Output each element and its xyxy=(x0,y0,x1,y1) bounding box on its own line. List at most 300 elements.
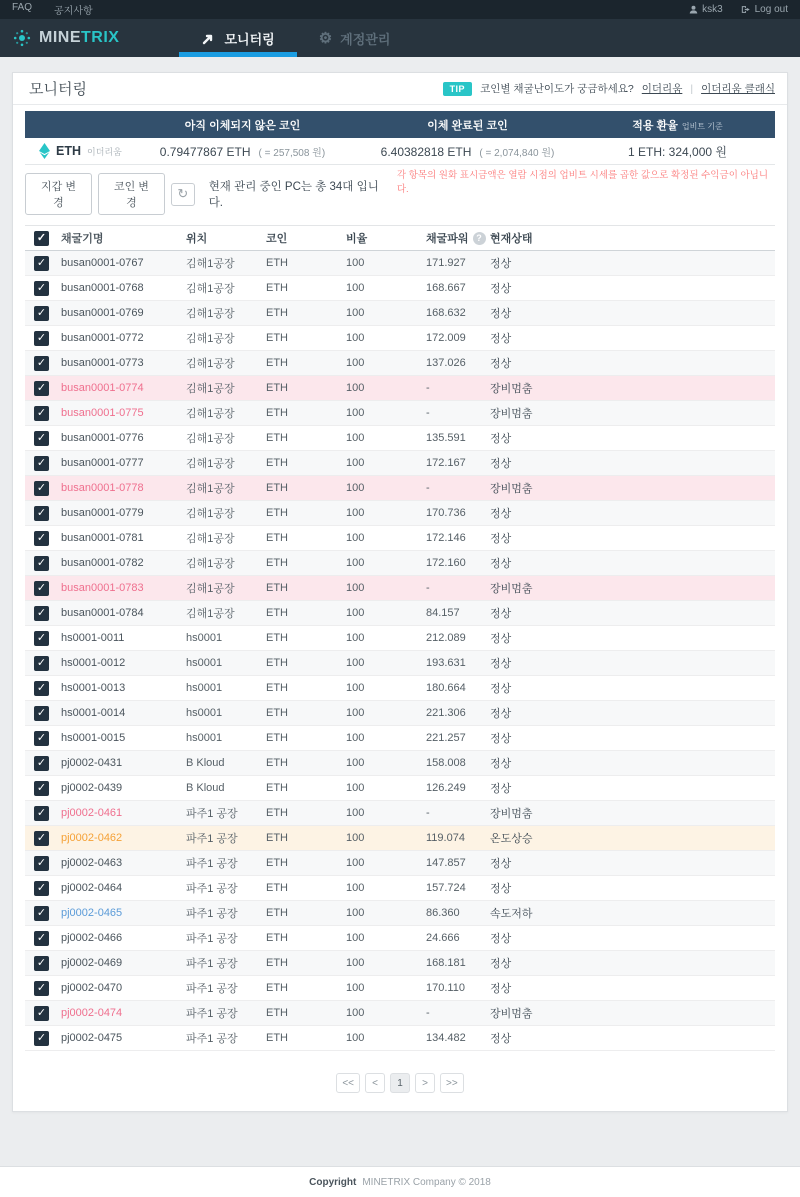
coin-summary-table xyxy=(25,111,775,165)
user-menu[interactable] xyxy=(689,4,723,15)
cell-location: B Kloud xyxy=(186,757,225,769)
brand-logo[interactable] xyxy=(12,19,119,57)
cell-ratio: 100 xyxy=(346,1007,365,1019)
cell-coin: ETH xyxy=(266,257,288,269)
row-checkbox[interactable]: ✓ xyxy=(34,656,49,671)
cell-coin: ETH xyxy=(266,532,288,544)
select-all-checkbox[interactable]: ✓ xyxy=(34,231,49,246)
machine-row xyxy=(25,726,775,751)
tip-link-ethereum-classic[interactable]: 이더리움 클래식 xyxy=(701,83,775,95)
cell-location: 김해1공장 xyxy=(186,608,235,620)
cell-ratio: 100 xyxy=(346,757,365,769)
machines-header-row xyxy=(25,225,775,251)
cell-location: 김해1공장 xyxy=(186,283,235,295)
cell-status: 정상 xyxy=(490,633,512,645)
cell-coin: ETH xyxy=(266,482,288,494)
cell-ratio: 100 xyxy=(346,432,365,444)
cell-location: B Kloud xyxy=(186,782,225,794)
machine-row xyxy=(25,476,775,501)
cell-machine-name: pj0002-0463 xyxy=(61,857,123,869)
cell-location: 김해1공장 xyxy=(186,583,235,595)
power-info-icon[interactable]: ? xyxy=(473,232,486,245)
cell-coin: ETH xyxy=(266,957,288,969)
machine-row xyxy=(25,351,775,376)
sent-won: ( = 2,074,840 원) xyxy=(479,147,555,159)
cell-power: 193.631 xyxy=(426,657,466,669)
cell-ratio: 100 xyxy=(346,857,365,869)
machine-row xyxy=(25,801,775,826)
cell-machine-name: busan0001-0776 xyxy=(61,432,144,444)
cell-ratio: 100 xyxy=(346,632,365,644)
machine-row xyxy=(25,1026,775,1051)
cell-location: hs0001 xyxy=(186,707,223,719)
cell-power: 168.667 xyxy=(426,282,466,294)
cell-power: 137.026 xyxy=(426,357,466,369)
monitoring-panel xyxy=(12,72,788,1112)
cell-ratio: 100 xyxy=(346,932,365,944)
cell-ratio: 100 xyxy=(346,382,365,394)
cell-location: 파주1 공장 xyxy=(186,1033,238,1045)
machine-row xyxy=(25,576,775,601)
refresh-icon: ↻ xyxy=(177,186,189,201)
machine-row xyxy=(25,751,775,776)
machine-row xyxy=(25,701,775,726)
cell-coin: ETH xyxy=(266,932,288,944)
cell-status: 장비멈춤 xyxy=(490,483,533,495)
cell-coin: ETH xyxy=(266,1007,288,1019)
cell-power: 24.666 xyxy=(426,932,460,944)
cell-coin: ETH xyxy=(266,732,288,744)
cell-location: 파주1 공장 xyxy=(186,933,238,945)
machine-rows xyxy=(25,251,775,1051)
cell-status: 정상 xyxy=(490,733,512,745)
logout-icon xyxy=(741,5,751,14)
cell-location: 김해1공장 xyxy=(186,433,235,445)
cell-coin: ETH xyxy=(266,707,288,719)
cell-machine-name: busan0001-0778 xyxy=(61,482,144,494)
row-checkbox[interactable]: ✓ xyxy=(34,431,49,446)
cell-coin: ETH xyxy=(266,782,288,794)
change-coin-button[interactable]: 코인 변경 xyxy=(98,173,165,215)
cell-status: 정상 xyxy=(490,533,512,545)
cell-coin: ETH xyxy=(266,332,288,344)
header-power: 채굴파워 ? xyxy=(426,230,486,246)
cell-ratio: 100 xyxy=(346,457,365,469)
row-checkbox[interactable]: ✓ xyxy=(34,906,49,921)
machine-row xyxy=(25,826,775,851)
cell-status: 정상 xyxy=(490,508,512,520)
summary-eth-row xyxy=(25,138,775,165)
cell-coin: ETH xyxy=(266,807,288,819)
cell-status: 정상 xyxy=(490,558,512,570)
cell-location: 김해1공장 xyxy=(186,458,235,470)
cell-status: 장비멈춤 xyxy=(490,408,533,420)
notice-link[interactable]: 공지사항 xyxy=(54,6,93,17)
cell-location: 파주1 공장 xyxy=(186,983,238,995)
row-checkbox[interactable]: ✓ xyxy=(34,756,49,771)
cell-ratio: 100 xyxy=(346,307,365,319)
cell-machine-name: busan0001-0772 xyxy=(61,332,144,344)
pickaxe-icon xyxy=(201,31,216,46)
cell-status: 온도상승 xyxy=(490,833,533,845)
header-coin: 코인 xyxy=(266,233,288,245)
machine-row xyxy=(25,851,775,876)
cell-coin: ETH xyxy=(266,832,288,844)
cell-ratio: 100 xyxy=(346,557,365,569)
cell-machine-name: pj0002-0431 xyxy=(61,757,123,769)
page-prev-button[interactable]: < xyxy=(365,1073,385,1093)
cell-coin: ETH xyxy=(266,1032,288,1044)
machine-row xyxy=(25,626,775,651)
username-label: ksk3 xyxy=(702,4,723,15)
cell-power: - xyxy=(426,1007,430,1019)
page-next-button[interactable]: > xyxy=(415,1073,435,1093)
cell-location: 김해1공장 xyxy=(186,558,235,570)
cell-power: 221.306 xyxy=(426,707,466,719)
cell-coin: ETH xyxy=(266,657,288,669)
cell-machine-name: busan0001-0774 xyxy=(61,382,144,394)
gear-icon: ⚙ xyxy=(318,29,333,47)
cell-coin: ETH xyxy=(266,907,288,919)
faq-link[interactable]: FAQ xyxy=(12,2,33,13)
cell-ratio: 100 xyxy=(346,832,365,844)
page-first-button[interactable]: << xyxy=(336,1073,360,1093)
cell-coin: ETH xyxy=(266,882,288,894)
user-icon xyxy=(689,5,698,14)
row-checkbox[interactable]: ✓ xyxy=(34,456,49,471)
row-checkbox[interactable]: ✓ xyxy=(34,581,49,596)
machine-row xyxy=(25,276,775,301)
row-checkbox[interactable]: ✓ xyxy=(34,606,49,621)
cell-power: 134.482 xyxy=(426,1032,466,1044)
machine-row xyxy=(25,1001,775,1026)
cell-location: 파주1 공장 xyxy=(186,808,238,820)
cell-coin: ETH xyxy=(266,432,288,444)
cell-power: 157.724 xyxy=(426,882,466,894)
exchange-rate: 1 ETH: 324,000 원 xyxy=(628,144,727,159)
cell-location: hs0001 xyxy=(186,732,223,744)
cell-power: 168.181 xyxy=(426,957,466,969)
machine-row xyxy=(25,451,775,476)
cell-machine-name: busan0001-0784 xyxy=(61,607,144,619)
row-checkbox[interactable]: ✓ xyxy=(34,706,49,721)
summary-header-rate-sub: 업비트 기준 xyxy=(681,121,723,131)
cell-status: 정상 xyxy=(490,433,512,445)
row-checkbox[interactable]: ✓ xyxy=(34,631,49,646)
logout-button[interactable] xyxy=(741,4,788,15)
cell-status: 정상 xyxy=(490,358,512,370)
tab-monitoring[interactable] xyxy=(179,19,296,57)
page-last-button[interactable]: >> xyxy=(440,1073,464,1093)
row-checkbox[interactable]: ✓ xyxy=(34,831,49,846)
cell-power: - xyxy=(426,482,430,494)
unsent-amount: 0.79477867 ETH ( = 257,508 원) xyxy=(159,144,326,159)
cell-status: 장비멈춤 xyxy=(490,583,533,595)
cell-ratio: 100 xyxy=(346,882,365,894)
cell-ratio: 100 xyxy=(346,482,365,494)
machine-row xyxy=(25,551,775,576)
cell-machine-name: busan0001-0783 xyxy=(61,582,144,594)
cell-coin: ETH xyxy=(266,682,288,694)
panel-header xyxy=(13,73,787,105)
row-checkbox[interactable]: ✓ xyxy=(34,281,49,296)
cell-location: 김해1공장 xyxy=(186,533,235,545)
cell-status: 정상 xyxy=(490,308,512,320)
company-label: MINETRIX Company © 2018 xyxy=(362,1176,491,1188)
cell-machine-name: hs0001-0015 xyxy=(61,732,126,744)
cell-location: hs0001 xyxy=(186,682,223,694)
row-checkbox[interactable]: ✓ xyxy=(34,1031,49,1046)
row-checkbox[interactable]: ✓ xyxy=(34,481,49,496)
cell-location: 김해1공장 xyxy=(186,258,235,270)
machine-row xyxy=(25,326,775,351)
cell-status: 정상 xyxy=(490,683,512,695)
cell-machine-name: pj0002-0474 xyxy=(61,1007,123,1019)
row-checkbox[interactable]: ✓ xyxy=(34,781,49,796)
copyright-label: Copyright xyxy=(309,1176,357,1188)
row-checkbox[interactable]: ✓ xyxy=(34,406,49,421)
machine-row xyxy=(25,301,775,326)
cell-status: 정상 xyxy=(490,658,512,670)
coin-korean-name: 이더리움 xyxy=(87,146,122,157)
cell-ratio: 100 xyxy=(346,782,365,794)
machine-row xyxy=(25,926,775,951)
cell-ratio: 100 xyxy=(346,682,365,694)
cell-coin: ETH xyxy=(266,607,288,619)
cell-machine-name: hs0001-0014 xyxy=(61,707,126,719)
cell-power: 168.632 xyxy=(426,307,466,319)
cell-status: 정상 xyxy=(490,1033,512,1045)
cell-status: 정상 xyxy=(490,333,512,345)
cell-power: 126.249 xyxy=(426,782,466,794)
tab-monitoring-label: 모니터링 xyxy=(224,31,275,47)
cell-power: 172.160 xyxy=(426,557,466,569)
cell-machine-name: busan0001-0769 xyxy=(61,307,144,319)
cell-status: 정상 xyxy=(490,458,512,470)
machine-row xyxy=(25,901,775,926)
cell-status: 정상 xyxy=(490,258,512,270)
header-machine-name: 채굴기명 xyxy=(61,233,104,245)
cell-ratio: 100 xyxy=(346,532,365,544)
minetrix-logo-icon xyxy=(12,28,32,48)
cell-power: 170.110 xyxy=(426,982,465,994)
cell-coin: ETH xyxy=(266,982,288,994)
cell-machine-name: busan0001-0779 xyxy=(61,507,144,519)
table-controls xyxy=(25,170,775,215)
machine-row xyxy=(25,651,775,676)
cell-power: 171.927 xyxy=(426,257,466,269)
row-checkbox[interactable]: ✓ xyxy=(34,331,49,346)
tip-question: 코인별 채굴난이도가 궁금하세요? xyxy=(480,83,634,95)
row-checkbox[interactable]: ✓ xyxy=(34,681,49,696)
cell-ratio: 100 xyxy=(346,507,365,519)
row-checkbox[interactable]: ✓ xyxy=(34,1006,49,1021)
row-checkbox[interactable]: ✓ xyxy=(34,881,49,896)
cell-ratio: 100 xyxy=(346,607,365,619)
cell-location: 김해1공장 xyxy=(186,408,235,420)
page-number-button[interactable]: 1 xyxy=(390,1073,410,1093)
machine-row xyxy=(25,951,775,976)
cell-coin: ETH xyxy=(266,407,288,419)
cell-location: 김해1공장 xyxy=(186,508,235,520)
cell-machine-name: hs0001-0013 xyxy=(61,682,126,694)
cell-machine-name: pj0002-0462 xyxy=(61,832,123,844)
cell-ratio: 100 xyxy=(346,282,365,294)
header-location: 위치 xyxy=(186,233,208,245)
cell-location: 김해1공장 xyxy=(186,308,235,320)
cell-machine-name: pj0002-0439 xyxy=(61,782,123,794)
cell-ratio: 100 xyxy=(346,657,365,669)
row-checkbox[interactable]: ✓ xyxy=(34,381,49,396)
cell-status: 정상 xyxy=(490,708,512,720)
change-wallet-button[interactable]: 지갑 변경 xyxy=(25,173,92,215)
machine-row xyxy=(25,251,775,276)
cell-location: 파주1 공장 xyxy=(186,1008,238,1020)
cell-coin: ETH xyxy=(266,382,288,394)
summary-header-sent: 이체 완료된 코인 xyxy=(427,119,508,132)
cell-machine-name: busan0001-0767 xyxy=(61,257,144,269)
header-status: 현재상태 xyxy=(490,233,533,245)
cell-machine-name: pj0002-0475 xyxy=(61,1032,123,1044)
cell-coin: ETH xyxy=(266,857,288,869)
brand-name: MINETRIX xyxy=(39,29,120,46)
top-utility-bar xyxy=(0,0,800,19)
row-checkbox[interactable]: ✓ xyxy=(34,806,49,821)
machine-row xyxy=(25,376,775,401)
cell-status: 정상 xyxy=(490,758,512,770)
cell-machine-name: pj0002-0461 xyxy=(61,807,123,819)
refresh-button[interactable] xyxy=(171,183,195,206)
row-checkbox[interactable]: ✓ xyxy=(34,256,49,271)
cell-coin: ETH xyxy=(266,582,288,594)
row-checkbox[interactable]: ✓ xyxy=(34,981,49,996)
cell-location: 파주1 공장 xyxy=(186,833,238,845)
cell-status: 정상 xyxy=(490,608,512,620)
cell-status: 장비멈춤 xyxy=(490,808,533,820)
machine-row xyxy=(25,976,775,1001)
summary-header-rate: 적용 환율 업비트 기준 xyxy=(632,119,723,132)
cell-location: 김해1공장 xyxy=(186,358,235,370)
cell-coin: ETH xyxy=(266,457,288,469)
cell-status: 정상 xyxy=(490,883,512,895)
row-checkbox[interactable]: ✓ xyxy=(34,356,49,371)
cell-machine-name: pj0002-0465 xyxy=(61,907,123,919)
unsent-won: ( = 257,508 원) xyxy=(258,147,326,159)
cell-power: 172.167 xyxy=(426,457,466,469)
row-checkbox[interactable]: ✓ xyxy=(34,531,49,546)
cell-power: 86.360 xyxy=(426,907,460,919)
cell-ratio: 100 xyxy=(346,332,365,344)
cell-coin: ETH xyxy=(266,557,288,569)
cell-ratio: 100 xyxy=(346,257,365,269)
cell-power: 158.008 xyxy=(426,757,466,769)
row-checkbox[interactable]: ✓ xyxy=(34,306,49,321)
won-disclaimer-text: 각 항목의 원화 표시금액은 열람 시점의 업비트 시세를 곱한 값으로 확정된 수익금이 아닙니다. xyxy=(396,170,769,195)
cell-status: 정상 xyxy=(490,933,512,945)
cell-location: hs0001 xyxy=(186,657,223,669)
cell-status: 정상 xyxy=(490,283,512,295)
cell-location: 김해1공장 xyxy=(186,333,235,345)
cell-power: - xyxy=(426,582,430,594)
cell-power: 135.591 xyxy=(426,432,466,444)
cell-power: 221.257 xyxy=(426,732,466,744)
machine-row xyxy=(25,601,775,626)
cell-ratio: 100 xyxy=(346,407,365,419)
cell-coin: ETH xyxy=(266,632,288,644)
machine-row xyxy=(25,526,775,551)
row-checkbox[interactable]: ✓ xyxy=(34,931,49,946)
machine-row xyxy=(25,501,775,526)
tab-account[interactable] xyxy=(297,19,413,57)
cell-power: 147.857 xyxy=(426,857,466,869)
cell-location: 파주1 공장 xyxy=(186,908,238,920)
cell-status: 정상 xyxy=(490,958,512,970)
machines-table xyxy=(25,225,775,1051)
cell-coin: ETH xyxy=(266,357,288,369)
cell-machine-name: busan0001-0782 xyxy=(61,557,144,569)
logout-label: Log out xyxy=(754,4,788,15)
row-checkbox[interactable]: ✓ xyxy=(34,731,49,746)
row-checkbox[interactable]: ✓ xyxy=(34,956,49,971)
cell-power: 119.074 xyxy=(426,832,465,844)
cell-machine-name: busan0001-0777 xyxy=(61,457,144,469)
tab-account-label: 계정관리 xyxy=(340,31,391,47)
row-checkbox[interactable]: ✓ xyxy=(34,556,49,571)
cell-power: 84.157 xyxy=(426,607,460,619)
cell-status: 장비멈춤 xyxy=(490,1008,533,1020)
cell-ratio: 100 xyxy=(346,357,365,369)
row-checkbox[interactable]: ✓ xyxy=(34,506,49,521)
cell-machine-name: hs0001-0011 xyxy=(61,632,125,644)
cell-ratio: 100 xyxy=(346,982,365,994)
cell-status: 장비멈춤 xyxy=(490,383,533,395)
cell-power: 180.664 xyxy=(426,682,466,694)
cell-ratio: 100 xyxy=(346,807,365,819)
tip-link-ethereum[interactable]: 이더리움 xyxy=(641,83,683,95)
cell-ratio: 100 xyxy=(346,582,365,594)
cell-power: - xyxy=(426,382,430,394)
cell-power: - xyxy=(426,807,430,819)
cell-ratio: 100 xyxy=(346,732,365,744)
machine-row xyxy=(25,401,775,426)
machine-row xyxy=(25,676,775,701)
cell-coin: ETH xyxy=(266,282,288,294)
summary-header-row xyxy=(25,111,775,138)
row-checkbox[interactable]: ✓ xyxy=(34,856,49,871)
cell-machine-name: pj0002-0464 xyxy=(61,882,123,894)
cell-machine-name: pj0002-0466 xyxy=(61,932,123,944)
summary-header-unsent: 아직 이체되지 않은 코인 xyxy=(184,119,301,132)
eth-coin-icon xyxy=(39,143,50,159)
cell-power: 212.089 xyxy=(426,632,466,644)
cell-machine-name: pj0002-0470 xyxy=(61,982,123,994)
tip-area xyxy=(443,81,775,96)
machine-row xyxy=(25,426,775,451)
pagination xyxy=(13,1073,787,1093)
cell-power: 172.146 xyxy=(426,532,466,544)
pc-count-text: 현재 관리 중인 PC는 총 34대 입니다. xyxy=(208,181,379,209)
cell-ratio: 100 xyxy=(346,707,365,719)
cell-coin: ETH xyxy=(266,757,288,769)
header-ratio: 비율 xyxy=(346,233,368,245)
cell-ratio: 100 xyxy=(346,907,365,919)
cell-location: 파주1 공장 xyxy=(186,958,238,970)
machine-row xyxy=(25,876,775,901)
cell-location: 파주1 공장 xyxy=(186,883,238,895)
main-nav-bar xyxy=(0,19,800,57)
cell-ratio: 100 xyxy=(346,957,365,969)
page-title: 모니터링 xyxy=(29,81,87,98)
